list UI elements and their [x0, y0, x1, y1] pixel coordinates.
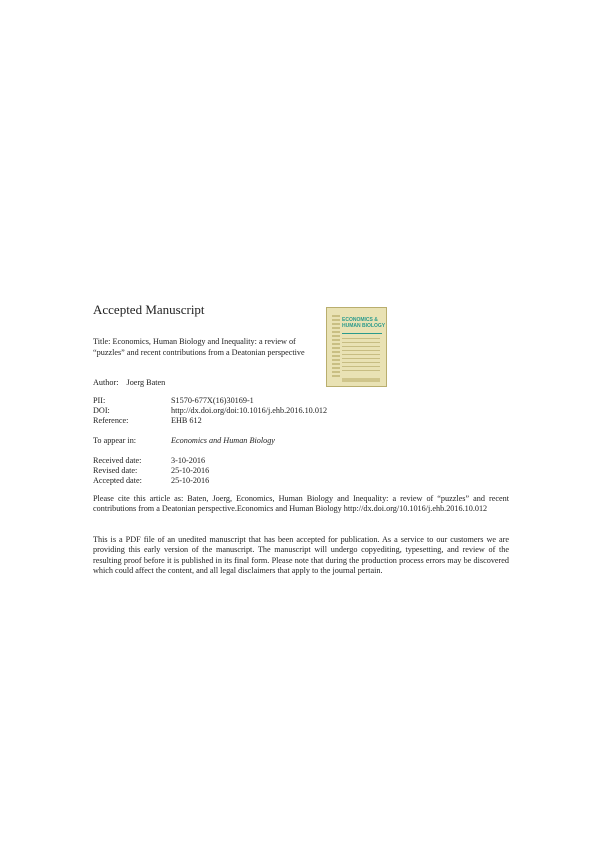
- author-label: Author:: [93, 378, 119, 387]
- revised-value: 25-10-2016: [171, 466, 210, 476]
- appear-row: [93, 436, 275, 446]
- received-value: 3-10-2016: [171, 456, 206, 465]
- title-label: Title:: [93, 337, 111, 346]
- accepted-value: 25-10-2016: [171, 476, 210, 486]
- accepted-label: Accepted date:: [93, 476, 142, 486]
- date-list: [93, 456, 209, 487]
- cover-spine: [332, 315, 340, 379]
- author-name: Joerg Baten: [126, 378, 166, 387]
- journal-cover-image: [326, 307, 387, 387]
- identifier-row-pii: [93, 396, 327, 406]
- author-line: [93, 378, 165, 387]
- identifier-row-doi: [93, 406, 327, 416]
- doi-label: DOI:: [93, 406, 110, 416]
- revised-date-row: [93, 466, 209, 476]
- identifier-list: [93, 396, 327, 427]
- cover-rule: [342, 333, 382, 334]
- cover-contents-lines: [342, 338, 380, 372]
- article-title: [93, 337, 308, 358]
- pii-value: S1570-677X(16)30169-1: [171, 396, 254, 405]
- revised-label: Revised date:: [93, 466, 138, 476]
- notice-paragraph: This is a PDF file of an unedited manuscript that has been accepted for publication. As a service to our customers we are providing this early version of the manuscript. The manuscript will undergo copyediting, typesetting, and review of the resulting proof before it is published in its final form. Please note that during the production process errors may be discovered which could affect the content, and all legal disclaimers that apply to the journal pertain.: [93, 535, 509, 576]
- received-date-row: [93, 456, 209, 466]
- reference-value: EHB 612: [171, 416, 202, 426]
- accepted-date-row: [93, 476, 209, 486]
- cover-journal-title: ECONOMICS & HUMAN BIOLOGY: [342, 317, 386, 329]
- appear-in: [93, 436, 275, 446]
- appear-label: To appear in:: [93, 436, 137, 445]
- reference-label: Reference:: [93, 416, 129, 426]
- doi-link[interactable]: http://dx.doi.org/doi:10.1016/j.ehb.2016.10.012: [171, 406, 328, 416]
- received-label: Received date:: [93, 456, 142, 465]
- journal-name: Economics and Human Biology: [171, 436, 275, 445]
- page-heading: Accepted Manuscript: [93, 302, 205, 317]
- identifier-row-reference: [93, 416, 327, 426]
- cover-footer-band: [342, 378, 380, 382]
- citation-paragraph: Please cite this article as: Baten, Joerg, Economics, Human Biology and Inequality: a review of “puzzles” and recent contributions from a Deatonian perspective.Economics and Human Biology http://dx.doi.org/10.1016/j.ehb.2016.10.012: [93, 494, 509, 514]
- pii-label: PII:: [93, 396, 106, 405]
- title-text: Economics, Human Biology and Inequality: a review of “puzzles” and recent contributions from a Deatonian perspective: [93, 337, 305, 357]
